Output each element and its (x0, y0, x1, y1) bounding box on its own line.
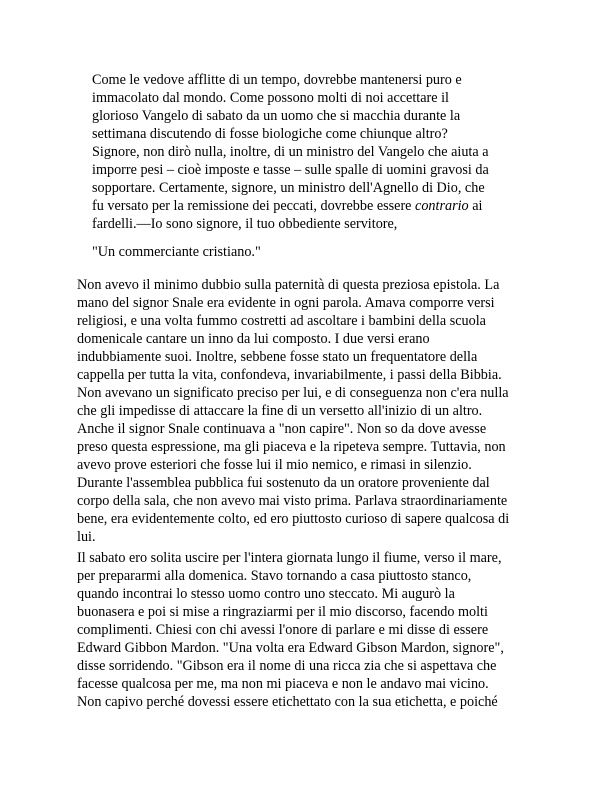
paragraph-line: Non capivo perché dovessi essere etichettato con la sua etichetta, e poiché (77, 694, 498, 710)
paragraph-line: per prepararmi alla domenica. Stavo tornando a casa piuttosto stanco, (77, 568, 472, 584)
quote-text: ai (468, 198, 483, 214)
paragraph-line: avevo prove esteriori che fosse lui il mio nemico, e rimasi in silenzio. (77, 457, 472, 473)
paragraph-2 (77, 549, 504, 711)
paragraph-1 (77, 276, 509, 546)
paragraph-line: corpo della sala, che non avevo mai visto prima. Parlava straordinariamente (77, 493, 508, 509)
paragraph-line: Non avevo il minimo dubbio sulla paternità di questa preziosa epistola. La (77, 277, 500, 293)
paragraph-line: quando incontrai lo stesso uomo contro uno steccato. Mi augurò la (77, 586, 455, 602)
quote-text: fu versato per la remissione dei peccati, dovrebbe essere (92, 198, 416, 214)
paragraph-line: Durante l'assemblea pubblica fui sostenuto da un oratore proveniente dal (77, 475, 490, 491)
paragraph-line: che gli impedisse di attaccare la fine di un versetto all'inizio di un altro. (77, 403, 483, 419)
quote-line: settimana discutendo di fosse biologiche come chiunque altro? (92, 126, 448, 142)
paragraph-line: indubbiamente suoi. Inoltre, sebbene fosse stato un frequentatore della (77, 349, 478, 365)
quote-line: Signore, non dirò nulla, inoltre, di un ministro del Vangelo che aiuta a (92, 144, 489, 160)
paragraph-line: facesse qualcosa per me, ma non mi piaceva e non le andavo mai vicino. (77, 676, 489, 692)
quote-line-with-emphasis (92, 197, 489, 215)
emphasized-word: contrario (415, 198, 469, 214)
paragraph-line: bene, era evidentemente colto, ed ero piuttosto curioso di sapere qualcosa di (77, 511, 510, 527)
paragraph-line: cappella per tutta la vita, confondeva, invariabilmente, i passi della Bibbia. (77, 367, 502, 383)
quote-line: fardelli.—Io sono signore, il tuo obbediente servitore, (92, 216, 398, 232)
paragraph-line: Non avevano un significato preciso per lui, e di conseguenza non c'era nulla (77, 385, 509, 401)
paragraph-line: Il sabato ero solita uscire per l'intera giornata lungo il fiume, verso il mare, (77, 550, 502, 566)
paragraph-line: disse sorridendo. "Gibson era il nome di una ricca zia che si aspettava che (77, 658, 497, 674)
paragraph-line: lui. (77, 529, 96, 545)
quote-line: glorioso Vangelo di sabato da un uomo che si macchia durante la (92, 108, 461, 124)
paragraph-line: religiosi, e una volta fummo costretti ad ascoltare i bambini della scuola (77, 313, 486, 329)
signature-line: "Un commerciante cristiano." (92, 244, 261, 260)
quote-line: imporre pesi – cioè imposte e tasse – sulle spalle di uomini gravosi da (92, 162, 489, 178)
paragraph-line: preso questa espressione, ma gli piaceva e la ripeteva sempre. Tuttavia, non (77, 439, 506, 455)
quote-line: Come le vedove afflitte di un tempo, dovrebbe mantenersi puro e (92, 72, 462, 88)
paragraph-line: buonasera e poi si mise a ringraziarmi per il mio discorso, facendo molti (77, 604, 488, 620)
letter-quote-block (92, 71, 489, 233)
paragraph-line: mano del signor Snale era evidente in ogni parola. Amava comporre versi (77, 295, 495, 311)
paragraph-line: domenicale cantare un inno da lui composto. I due versi erano (77, 331, 430, 347)
quote-line: sopportare. Certamente, signore, un ministro dell'Agnello di Dio, che (92, 180, 485, 196)
letter-signature (92, 243, 261, 261)
quote-line: immacolato dal mondo. Come possono molti di noi accettare il (92, 90, 449, 106)
paragraph-line: Anche il signor Snale continuava a "non capire". Non so da dove avesse (77, 421, 487, 437)
paragraph-line: Edward Gibbon Mardon. "Una volta era Edward Gibson Mardon, signore", (77, 640, 504, 656)
paragraph-line: complimenti. Chiesi con chi avessi l'onore di parlare e mi disse di essere (77, 622, 489, 638)
